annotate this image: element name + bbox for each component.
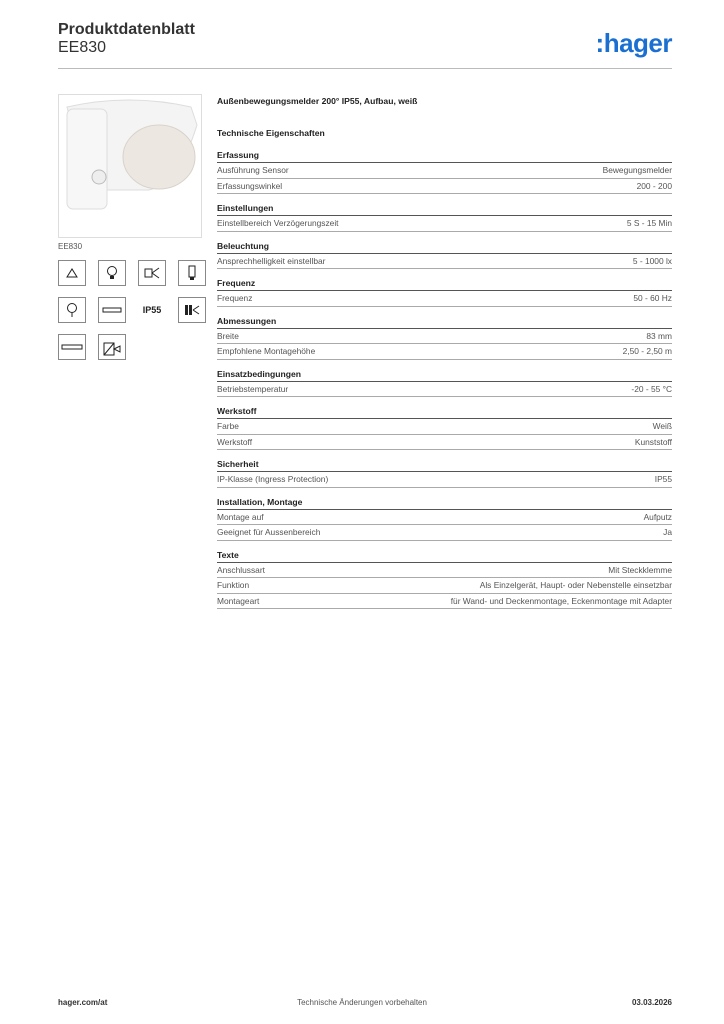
spec-group [217, 369, 672, 398]
spec-label: Frequenz [217, 293, 253, 303]
lamp-beam-icon [138, 260, 166, 286]
spec-group [217, 406, 672, 450]
bulb-icon [98, 260, 126, 286]
spec-sheet [217, 96, 672, 618]
product-name: Außenbewegungsmelder 200° IP55, Aufbau, weiß [217, 96, 418, 106]
technical-heading: Technische Eigenschaften [217, 128, 325, 138]
ip55-label: IP55 [142, 305, 162, 315]
lamp-icon [58, 260, 86, 286]
spec-row [217, 254, 672, 270]
spec-label: Ansprechhelligkeit einstellbar [217, 255, 326, 266]
image-caption: EE830 [58, 242, 83, 251]
spec-group [217, 316, 672, 360]
spec-row [217, 472, 672, 488]
spec-group [217, 203, 672, 232]
spec-value: Weiß [652, 421, 672, 431]
spec-group-title: Abmessungen [217, 316, 672, 329]
spec-row [217, 578, 672, 594]
tube-lamp-icon [58, 334, 86, 360]
spec-value: 50 - 60 Hz [633, 293, 672, 303]
spec-label: Betriebstemperatur [217, 383, 289, 394]
spec-row [217, 179, 672, 195]
spec-row [217, 291, 672, 307]
header-divider [58, 68, 672, 69]
spec-row [217, 510, 672, 526]
spec-group-title: Einsatzbedingungen [217, 369, 672, 382]
spec-group-title: Erfassung [217, 150, 672, 163]
fluorescent-icon [178, 260, 206, 286]
spec-value: 5 S - 15 Min [626, 218, 672, 228]
footer-note: Technische Änderungen vorbehalten [297, 998, 427, 1007]
spec-value: 200 - 200 [636, 180, 672, 191]
spec-value: Als Einzelgerät, Haupt- oder Nebenstelle einsetzbar [479, 580, 672, 590]
spec-row [217, 419, 672, 435]
spec-value: Ja [663, 527, 672, 537]
spec-row [217, 525, 672, 541]
spec-group-title: Sicherheit [217, 459, 672, 472]
tube-icon [98, 297, 126, 323]
spec-value: 83 mm [646, 330, 672, 341]
spec-value: für Wand- und Deckenmontage, Eckenmontage mit Adapter [450, 595, 672, 606]
spec-value: Aufputz [643, 511, 672, 522]
spec-label: Montageart [217, 595, 260, 606]
spec-row [217, 329, 672, 345]
spec-label: Farbe [217, 421, 239, 431]
spec-label: IP-Klasse (Ingress Protection) [217, 474, 329, 484]
spec-group [217, 459, 672, 488]
spec-group [217, 497, 672, 541]
spec-label: Montage auf [217, 511, 264, 522]
spec-row [217, 594, 672, 610]
spec-group [217, 241, 672, 270]
spec-row [217, 216, 672, 232]
spec-group [217, 150, 672, 194]
spec-value: 5 - 1000 lx [632, 255, 672, 266]
spec-label: Ausführung Sensor [217, 165, 289, 175]
spec-label: Erfassungswinkel [217, 180, 283, 191]
surface-mount-icon [98, 334, 126, 360]
spec-row [217, 563, 672, 579]
spec-group-title: Werkstoff [217, 406, 672, 419]
spec-label: Geeignet für Aussenbereich [217, 527, 321, 537]
spec-row [217, 344, 672, 360]
spec-label: Werkstoff [217, 436, 253, 447]
spec-row [217, 163, 672, 179]
halogen-icon [178, 297, 206, 323]
footer-date: 03.03.2026 [631, 998, 672, 1007]
spec-group-title: Beleuchtung [217, 241, 672, 254]
spec-value: IP55 [654, 474, 672, 484]
spec-group [217, 550, 672, 610]
spec-row [217, 435, 672, 451]
spec-label: Anschlussart [217, 564, 265, 575]
product-image [58, 94, 202, 238]
page-title: Produktdatenblatt [58, 21, 195, 38]
spec-value: -20 - 55 °C [631, 383, 672, 394]
spec-value: Bewegungsmelder [602, 165, 672, 175]
spec-group [217, 278, 672, 307]
spec-row [217, 382, 672, 398]
spec-label: Einstellbereich Verzögerungszeit [217, 218, 339, 228]
product-number: EE830 [58, 39, 107, 56]
spec-label: Empfohlene Montagehöhe [217, 346, 316, 356]
bulb-outline-icon [58, 297, 86, 323]
spec-label: Funktion [217, 580, 250, 590]
spec-group-title: Installation, Montage [217, 497, 672, 510]
spec-groups [217, 150, 672, 609]
spec-group-title: Texte [217, 550, 672, 563]
spec-label: Breite [217, 330, 239, 341]
spec-group-title: Einstellungen [217, 203, 672, 216]
spec-group-title: Frequenz [217, 278, 672, 291]
footer-website: hager.com/at [58, 998, 108, 1007]
spec-value: 2,50 - 2,50 m [622, 346, 672, 356]
spec-value: Mit Steckklemme [608, 564, 672, 575]
spec-value: Kunststoff [634, 436, 672, 447]
hager-logo: :hager [595, 28, 672, 58]
